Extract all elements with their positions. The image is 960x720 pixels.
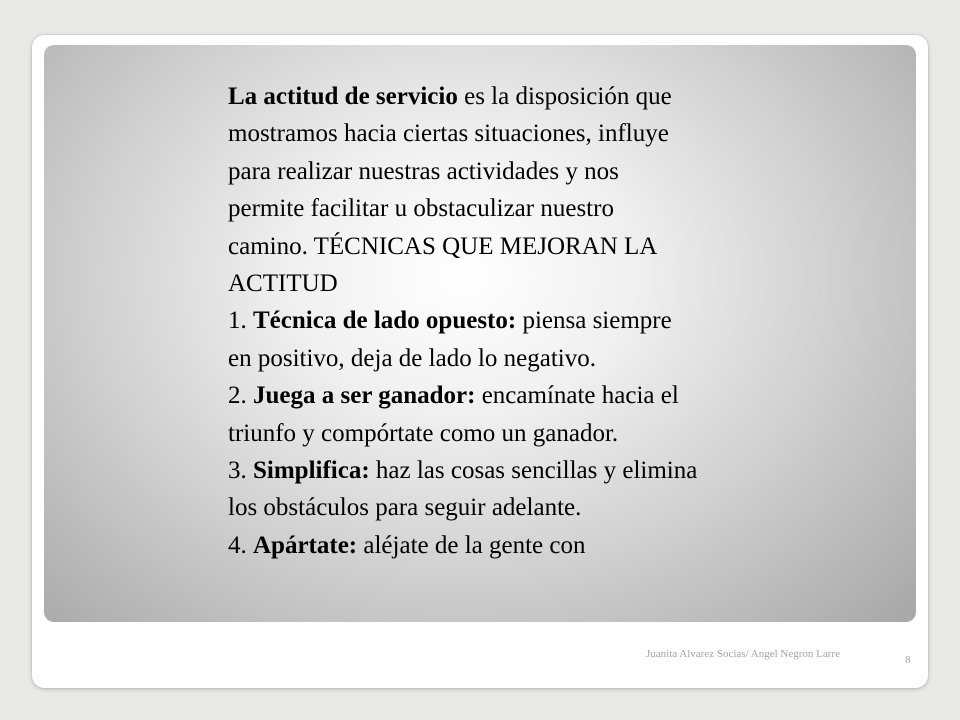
intro-text: es la disposición que mostramos hacia ciertas situaciones, influye para realizar nuestras actividades y nos permite facilitar u obstaculizar nuestro camino. TÉCNICAS QUE MEJORAN LA ACTITUD bbox=[228, 83, 672, 298]
item-number: 4. bbox=[228, 531, 253, 559]
item-number: 2. bbox=[228, 382, 253, 410]
technique-item-3 bbox=[228, 452, 698, 527]
item-title: Juega a ser ganador: bbox=[253, 382, 476, 410]
item-title: Apártate: bbox=[253, 531, 358, 559]
intro-bold-term: La actitud de servicio bbox=[228, 83, 458, 110]
item-text: piensa siempre en positivo, deja de lado lo negativo. bbox=[228, 307, 672, 372]
technique-item-4 bbox=[228, 527, 698, 564]
item-text: aléjate de la gente con bbox=[357, 531, 586, 559]
item-text: encamínate hacia el triunfo y compórtate como un ganador. bbox=[228, 382, 679, 447]
technique-item-2 bbox=[228, 377, 698, 452]
item-text: haz las cosas sencillas y elimina los obstáculos para seguir adelante. bbox=[228, 457, 698, 522]
intro-paragraph bbox=[228, 78, 698, 302]
item-title: Simplifica: bbox=[253, 457, 370, 485]
item-number: 3. bbox=[228, 457, 253, 485]
slide-body-text bbox=[228, 78, 698, 564]
item-title: Técnica de lado opuesto: bbox=[253, 307, 517, 335]
footer-author: Juanita Alvarez Socias/ Angel Negron Larre bbox=[646, 648, 840, 660]
technique-item-1 bbox=[228, 302, 698, 377]
slide-page-number: 8 bbox=[905, 654, 911, 666]
item-number: 1. bbox=[228, 307, 253, 335]
